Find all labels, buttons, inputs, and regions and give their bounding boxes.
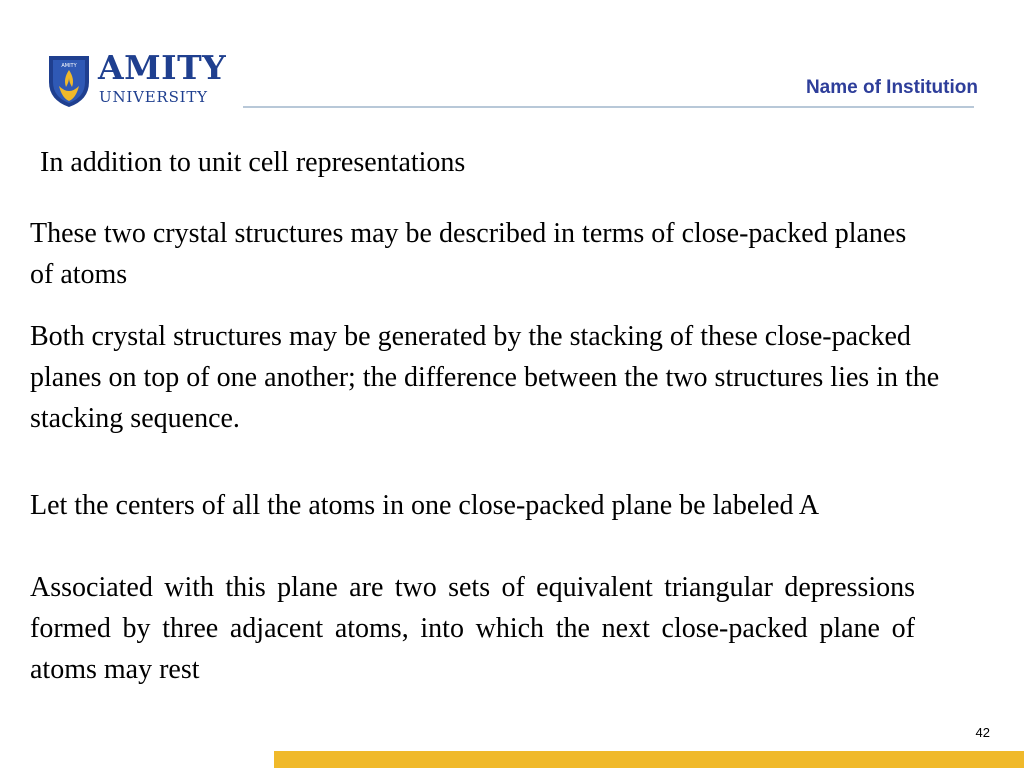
slide-subtitle: In addition to unit cell representations	[40, 147, 466, 178]
crest-text: AMITY	[61, 63, 77, 69]
amity-university-logo	[46, 48, 227, 110]
institution-name: Name of Institution	[805, 77, 978, 98]
header-divider	[243, 106, 974, 108]
logo-wordmark-amity: AMITY	[98, 48, 227, 87]
paragraph-triangular-depressions: Associated with this plane are two sets of equivalent triangular depressions formed by three adjacent atoms, into which the next close-packed plane of atoms may rest	[30, 572, 915, 685]
paragraph-stacking: Both crystal structures may be generated by the stacking of these close-packed planes on top of one another; the difference between the two structures lies in the stacking sequence.	[30, 321, 940, 434]
footer-accent-bar	[274, 751, 1024, 768]
logo-wordmark-university: UNIVERSITY	[99, 88, 208, 106]
university-crest-icon	[46, 52, 92, 108]
paragraph-labeled-a: Let the centers of all the atoms in one close-packed plane be labeled A	[30, 490, 820, 521]
slide-number: 42	[975, 725, 990, 740]
paragraph-close-packed-planes: These two crystal structures may be described in terms of close-packed planes of atoms	[30, 218, 907, 290]
